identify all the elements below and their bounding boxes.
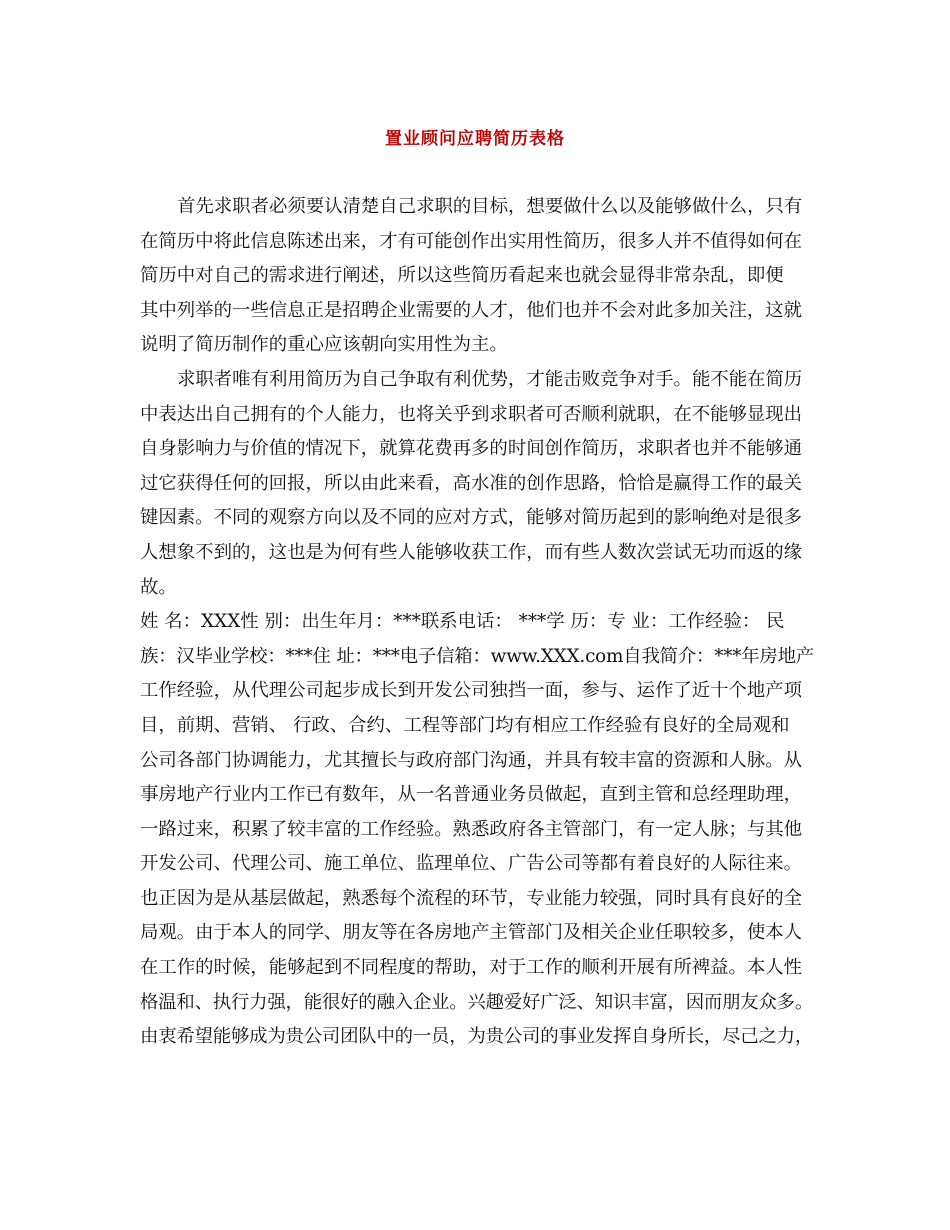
body-line: 公司各部门协调能力，尤其擅长与政府部门沟通，并具有较丰富的资源和人脉。从	[140, 749, 803, 771]
body-line: 在简历中将此信息陈述出来，才有可能创作出实用性简历，很多人并不值得如何在	[140, 230, 803, 252]
body-line: 自身影响力与价值的情况下，就算花费再多的时间创作简历，求职者也并不能够通	[140, 438, 803, 460]
body-line: 键因素。不同的观察方向以及不同的应对方式，能够对简历起到的影响绝对是很多	[140, 507, 803, 529]
body-line: 求职者唯有利用简历为自己争取有利优势，才能击败竞争对手。能不能在简历	[177, 368, 803, 390]
body-line: 格温和、执行力强，能很好的融入企业。兴趣爱好广泛、知识丰富，因而朋友众多。	[140, 991, 814, 1013]
body-line: 首先求职者必须要认清楚自己求职的目标，想要做什么以及能够做什么，只有	[177, 196, 803, 217]
body-line: 在工作的时候，能够起到不同程度的帮助，对于工作的顺利开展有所裨益。本人性	[140, 957, 803, 979]
body-line: 故。	[140, 576, 177, 598]
body-line: 中表达出自己拥有的个人能力，也将关乎到求职者可否顺利就职，在不能够显现出	[140, 403, 803, 425]
document-title: 置业顾问应聘简历表格	[385, 129, 565, 149]
body-line: 也正因为是从基层做起，熟悉每个流程的环节，专业能力较强，同时具有良好的全	[140, 887, 803, 909]
body-line: 其中列举的一些信息正是招聘企业需要的人才，他们也并不会对此多加关注，这就	[140, 299, 803, 321]
body-line: 姓 名：XXX性 别：出生年月：***联系电话： ***学 历：专 业：工作经验： 民	[140, 611, 785, 633]
body-line: 简历中对自己的需求进行阐述，所以这些简历看起来也就会显得非常杂乱，即便	[140, 265, 784, 287]
body-line: 开发公司、代理公司、施工单位、监理单位、广告公司等都有着良好的人际往来。	[140, 853, 803, 875]
body-line: 由衷希望能够成为贵公司团队中的一员，为贵公司的事业发挥自身所长，尽己之力，	[140, 1026, 814, 1048]
document-body	[140, 190, 816, 1055]
body-line: 工作经验，从代理公司起步成长到开发公司独挡一面，参与、运作了近十个地产项	[140, 680, 803, 702]
body-line: 人想象不到的，这也是为何有些人能够收获工作，而有些人数次尝试无功而返的缘	[140, 541, 803, 563]
body-line: 族：汉毕业学校：***住 址：***电子信箱：www.XXX.com自我简介：***年房地产	[140, 645, 814, 667]
body-line: 过它获得任何的回报，所以由此来看，高水准的创作思路，恰恰是赢得工作的最关	[140, 472, 803, 494]
body-line: 事房地产行业内工作已有数年，从一名普通业务员做起，直到主管和总经理助理，	[140, 784, 803, 806]
body-line: 局观。由于本人的同学、朋友等在各房地产主管部门及相关企业任职较多，使本人	[140, 922, 803, 944]
body-line: 说明了简历制作的重心应该朝向实用性为主。	[140, 334, 508, 356]
body-line: 一路过来，积累了较丰富的工作经验。熟悉政府各主管部门，有一定人脉；与其他	[140, 818, 803, 840]
body-line: 目，前期、营销、 行政、合约、工程等部门均有相应工作经验有良好的全局观和	[140, 714, 790, 736]
